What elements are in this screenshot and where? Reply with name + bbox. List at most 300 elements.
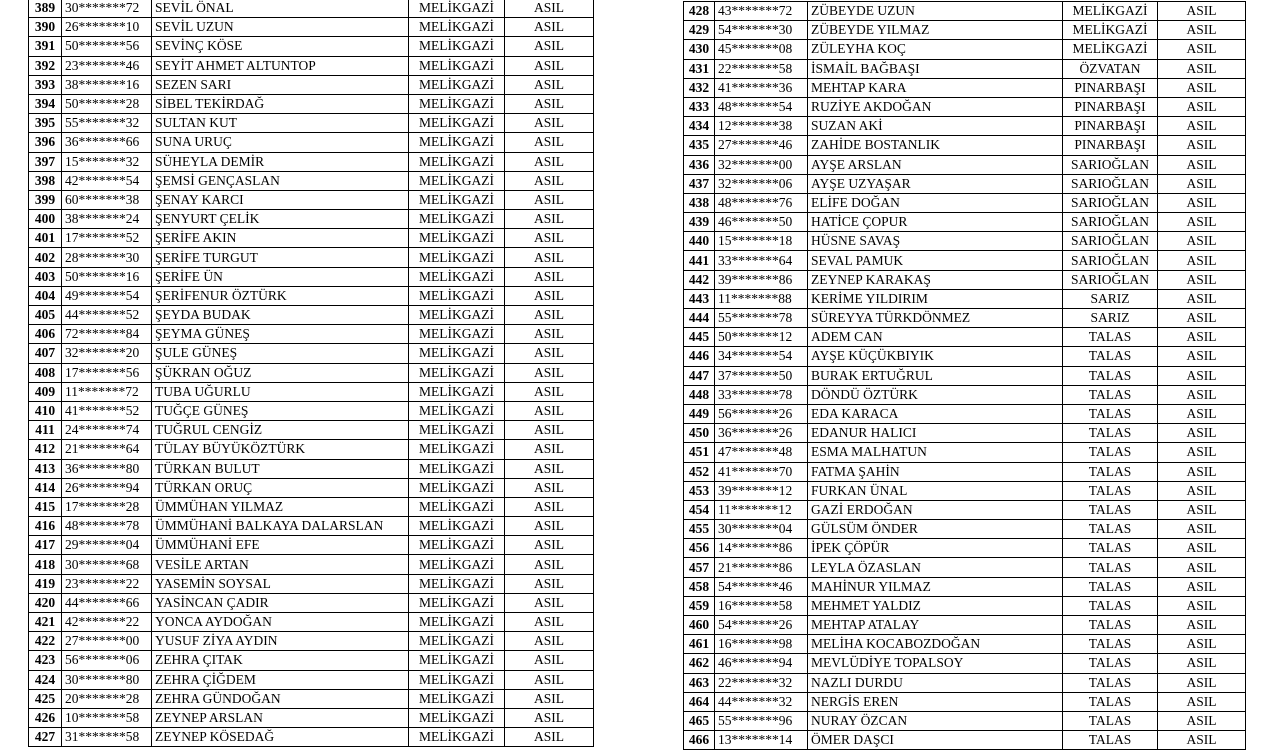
full-name-cell: ZÜLEYHA KOÇ: [808, 40, 1063, 59]
row-number-cell: 421: [29, 613, 62, 632]
left-roster-table: [28, 0, 594, 747]
full-name-cell: ŞEYMA GÜNEŞ: [152, 325, 409, 344]
masked-id-cell: 54*******46: [715, 577, 808, 596]
full-name-cell: SUNA URUÇ: [152, 133, 409, 152]
row-number-cell: 392: [29, 56, 62, 75]
full-name-cell: NAZLI DURDU: [808, 673, 1063, 692]
status-cell: ASIL: [1158, 731, 1246, 750]
table-row: [29, 478, 594, 497]
masked-id-cell: 36*******80: [62, 459, 152, 478]
row-number-cell: 394: [29, 94, 62, 113]
full-name-cell: AYŞE UZYAŞAR: [808, 174, 1063, 193]
row-number-cell: 444: [684, 309, 715, 328]
status-cell: ASIL: [505, 267, 594, 286]
masked-id-cell: 27*******46: [715, 136, 808, 155]
full-name-cell: ADEM CAN: [808, 328, 1063, 347]
full-name-cell: HÜSNE SAVAŞ: [808, 232, 1063, 251]
full-name-cell: ÜMMÜHANİ EFE: [152, 536, 409, 555]
masked-id-cell: 10*******58: [62, 708, 152, 727]
district-cell: MELİKGAZİ: [409, 536, 505, 555]
table-row: [29, 248, 594, 267]
table-row: [684, 673, 1246, 692]
masked-id-cell: 27*******00: [62, 632, 152, 651]
status-cell: ASIL: [1158, 424, 1246, 443]
masked-id-cell: 36*******66: [62, 133, 152, 152]
table-row: [29, 440, 594, 459]
row-number-cell: 437: [684, 174, 715, 193]
masked-id-cell: 14*******86: [715, 539, 808, 558]
table-row: [684, 500, 1246, 519]
row-number-cell: 407: [29, 344, 62, 363]
district-cell: MELİKGAZİ: [1063, 2, 1158, 21]
table-row: [684, 309, 1246, 328]
district-cell: MELİKGAZİ: [409, 0, 505, 18]
full-name-cell: ŞERİFE ÜN: [152, 267, 409, 286]
table-row: [684, 251, 1246, 270]
table-row: [29, 325, 594, 344]
full-name-cell: EDA KARACA: [808, 404, 1063, 423]
district-cell: ÖZVATAN: [1063, 59, 1158, 78]
status-cell: ASIL: [505, 344, 594, 363]
masked-id-cell: 41*******36: [715, 78, 808, 97]
row-number-cell: 441: [684, 251, 715, 270]
row-number-cell: 451: [684, 443, 715, 462]
full-name-cell: GÜLSÜM ÖNDER: [808, 520, 1063, 539]
status-cell: ASIL: [505, 286, 594, 305]
table-row: [29, 152, 594, 171]
masked-id-cell: 28*******30: [62, 248, 152, 267]
district-cell: TALAS: [1063, 731, 1158, 750]
masked-id-cell: 13*******14: [715, 731, 808, 750]
row-number-cell: 418: [29, 555, 62, 574]
status-cell: ASIL: [505, 114, 594, 133]
status-cell: ASIL: [505, 190, 594, 209]
table-row: [684, 558, 1246, 577]
masked-id-cell: 50*******12: [715, 328, 808, 347]
row-number-cell: 399: [29, 190, 62, 209]
status-cell: ASIL: [1158, 59, 1246, 78]
full-name-cell: ZÜBEYDE UZUN: [808, 2, 1063, 21]
table-row: [29, 689, 594, 708]
full-name-cell: ELİFE DOĞAN: [808, 193, 1063, 212]
masked-id-cell: 46*******50: [715, 213, 808, 232]
row-number-cell: 402: [29, 248, 62, 267]
row-number-cell: 408: [29, 363, 62, 382]
masked-id-cell: 37*******50: [715, 366, 808, 385]
district-cell: TALAS: [1063, 328, 1158, 347]
full-name-cell: MEVLÜDİYE TOPALSOY: [808, 654, 1063, 673]
masked-id-cell: 22*******58: [715, 59, 808, 78]
masked-id-cell: 32*******00: [715, 155, 808, 174]
table-row: [29, 190, 594, 209]
row-number-cell: 433: [684, 97, 715, 116]
status-cell: ASIL: [1158, 309, 1246, 328]
masked-id-cell: 41*******70: [715, 462, 808, 481]
masked-id-cell: 39*******12: [715, 481, 808, 500]
district-cell: MELİKGAZİ: [1063, 40, 1158, 59]
status-cell: ASIL: [505, 94, 594, 113]
table-row: [684, 654, 1246, 673]
full-name-cell: ŞERİFE TURGUT: [152, 248, 409, 267]
table-row: [684, 520, 1246, 539]
district-cell: MELİKGAZİ: [409, 94, 505, 113]
status-cell: ASIL: [1158, 251, 1246, 270]
row-number-cell: 410: [29, 401, 62, 420]
status-cell: ASIL: [505, 401, 594, 420]
status-cell: ASIL: [1158, 155, 1246, 174]
district-cell: SARIOĞLAN: [1063, 155, 1158, 174]
masked-id-cell: 11*******12: [715, 500, 808, 519]
row-number-cell: 413: [29, 459, 62, 478]
status-cell: ASIL: [505, 306, 594, 325]
masked-id-cell: 12*******38: [715, 117, 808, 136]
masked-id-cell: 72*******84: [62, 325, 152, 344]
table-row: [29, 536, 594, 555]
full-name-cell: MEHMET YALDIZ: [808, 596, 1063, 615]
table-row: [29, 593, 594, 612]
table-row: [29, 632, 594, 651]
row-number-cell: 423: [29, 651, 62, 670]
district-cell: TALAS: [1063, 616, 1158, 635]
masked-id-cell: 38*******24: [62, 210, 152, 229]
status-cell: ASIL: [505, 440, 594, 459]
status-cell: ASIL: [1158, 213, 1246, 232]
table-row: [684, 97, 1246, 116]
masked-id-cell: 33*******64: [715, 251, 808, 270]
table-row: [29, 37, 594, 56]
district-cell: PINARBAŞI: [1063, 117, 1158, 136]
district-cell: MELİKGAZİ: [409, 344, 505, 363]
table-row: [684, 232, 1246, 251]
row-number-cell: 440: [684, 232, 715, 251]
district-cell: MELİKGAZİ: [409, 229, 505, 248]
full-name-cell: MAHİNUR YILMAZ: [808, 577, 1063, 596]
full-name-cell: TÜRKAN BULUT: [152, 459, 409, 478]
row-number-cell: 435: [684, 136, 715, 155]
row-number-cell: 417: [29, 536, 62, 555]
district-cell: TALAS: [1063, 673, 1158, 692]
table-row: [684, 596, 1246, 615]
district-cell: MELİKGAZİ: [409, 497, 505, 516]
table-row: [684, 289, 1246, 308]
table-row: [29, 497, 594, 516]
status-cell: ASIL: [1158, 328, 1246, 347]
masked-id-cell: 16*******98: [715, 635, 808, 654]
district-cell: MELİKGAZİ: [409, 459, 505, 478]
full-name-cell: TUBA UĞURLU: [152, 382, 409, 401]
row-number-cell: 450: [684, 424, 715, 443]
row-number-cell: 411: [29, 421, 62, 440]
status-cell: ASIL: [505, 133, 594, 152]
row-number-cell: 449: [684, 404, 715, 423]
district-cell: TALAS: [1063, 404, 1158, 423]
district-cell: MELİKGAZİ: [409, 613, 505, 632]
district-cell: TALAS: [1063, 539, 1158, 558]
full-name-cell: SEVİL ÖNAL: [152, 0, 409, 18]
masked-id-cell: 31*******58: [62, 728, 152, 747]
full-name-cell: ZÜBEYDE YILMAZ: [808, 21, 1063, 40]
masked-id-cell: 36*******26: [715, 424, 808, 443]
full-name-cell: HATİCE ÇOPUR: [808, 213, 1063, 232]
full-name-cell: SUZAN AKİ: [808, 117, 1063, 136]
row-number-cell: 422: [29, 632, 62, 651]
full-name-cell: TÜLAY BÜYÜKÖZTÜRK: [152, 440, 409, 459]
status-cell: ASIL: [1158, 2, 1246, 21]
table-row: [29, 421, 594, 440]
masked-id-cell: 32*******20: [62, 344, 152, 363]
table-row: [684, 366, 1246, 385]
district-cell: SARIZ: [1063, 309, 1158, 328]
row-number-cell: 401: [29, 229, 62, 248]
table-row: [684, 577, 1246, 596]
full-name-cell: GAZİ ERDOĞAN: [808, 500, 1063, 519]
masked-id-cell: 34*******54: [715, 347, 808, 366]
full-name-cell: NERGİS EREN: [808, 692, 1063, 711]
table-row: [684, 136, 1246, 155]
masked-id-cell: 23*******22: [62, 574, 152, 593]
full-name-cell: TUĞRUL CENGİZ: [152, 421, 409, 440]
masked-id-cell: 60*******38: [62, 190, 152, 209]
row-number-cell: 430: [684, 40, 715, 59]
row-number-cell: 391: [29, 37, 62, 56]
table-row: [684, 616, 1246, 635]
masked-id-cell: 15*******18: [715, 232, 808, 251]
district-cell: SARIOĞLAN: [1063, 193, 1158, 212]
table-row: [684, 404, 1246, 423]
district-cell: TALAS: [1063, 462, 1158, 481]
full-name-cell: EDANUR HALICI: [808, 424, 1063, 443]
district-cell: SARIOĞLAN: [1063, 213, 1158, 232]
full-name-cell: FURKAN ÜNAL: [808, 481, 1063, 500]
table-row: [29, 171, 594, 190]
status-cell: ASIL: [505, 18, 594, 37]
masked-id-cell: 49*******54: [62, 286, 152, 305]
full-name-cell: ŞÜKRAN OĞUZ: [152, 363, 409, 382]
masked-id-cell: 56*******06: [62, 651, 152, 670]
full-name-cell: ŞENYURT ÇELİK: [152, 210, 409, 229]
status-cell: ASIL: [505, 325, 594, 344]
district-cell: MELİKGAZİ: [409, 708, 505, 727]
table-row: [684, 40, 1246, 59]
full-name-cell: SULTAN KUT: [152, 114, 409, 133]
district-cell: MELİKGAZİ: [409, 421, 505, 440]
full-name-cell: ŞERİFE AKIN: [152, 229, 409, 248]
table-row: [684, 174, 1246, 193]
status-cell: ASIL: [505, 0, 594, 18]
masked-id-cell: 30*******80: [62, 670, 152, 689]
table-row: [684, 193, 1246, 212]
full-name-cell: ZEYNEP ARSLAN: [152, 708, 409, 727]
row-number-cell: 445: [684, 328, 715, 347]
full-name-cell: ÜMMÜHANİ BALKAYA DALARSLAN: [152, 517, 409, 536]
row-number-cell: 438: [684, 193, 715, 212]
table-row: [684, 692, 1246, 711]
district-cell: MELİKGAZİ: [409, 325, 505, 344]
full-name-cell: RUZİYE AKDOĞAN: [808, 97, 1063, 116]
status-cell: ASIL: [1158, 462, 1246, 481]
row-number-cell: 420: [29, 593, 62, 612]
district-cell: TALAS: [1063, 654, 1158, 673]
masked-id-cell: 54*******26: [715, 616, 808, 635]
status-cell: ASIL: [1158, 539, 1246, 558]
table-row: [29, 401, 594, 420]
row-number-cell: 403: [29, 267, 62, 286]
full-name-cell: SEVİL UZUN: [152, 18, 409, 37]
status-cell: ASIL: [505, 229, 594, 248]
status-cell: ASIL: [505, 37, 594, 56]
status-cell: ASIL: [505, 728, 594, 747]
full-name-cell: ŞEMSİ GENÇASLAN: [152, 171, 409, 190]
district-cell: MELİKGAZİ: [409, 363, 505, 382]
row-number-cell: 390: [29, 18, 62, 37]
row-number-cell: 460: [684, 616, 715, 635]
district-cell: MELİKGAZİ: [409, 555, 505, 574]
row-number-cell: 439: [684, 213, 715, 232]
district-cell: TALAS: [1063, 635, 1158, 654]
district-cell: SARIOĞLAN: [1063, 174, 1158, 193]
full-name-cell: İSMAİL BAĞBAŞI: [808, 59, 1063, 78]
district-cell: MELİKGAZİ: [1063, 21, 1158, 40]
row-number-cell: 446: [684, 347, 715, 366]
status-cell: ASIL: [505, 574, 594, 593]
status-cell: ASIL: [1158, 366, 1246, 385]
row-number-cell: 442: [684, 270, 715, 289]
masked-id-cell: 21*******86: [715, 558, 808, 577]
masked-id-cell: 17*******28: [62, 497, 152, 516]
row-number-cell: 456: [684, 539, 715, 558]
status-cell: ASIL: [1158, 97, 1246, 116]
district-cell: MELİKGAZİ: [409, 210, 505, 229]
district-cell: MELİKGAZİ: [409, 574, 505, 593]
status-cell: ASIL: [1158, 193, 1246, 212]
masked-id-cell: 16*******58: [715, 596, 808, 615]
status-cell: ASIL: [505, 555, 594, 574]
district-cell: MELİKGAZİ: [409, 401, 505, 420]
masked-id-cell: 33*******78: [715, 385, 808, 404]
district-cell: TALAS: [1063, 711, 1158, 730]
full-name-cell: DÖNDÜ ÖZTÜRK: [808, 385, 1063, 404]
district-cell: MELİKGAZİ: [409, 114, 505, 133]
right-roster-table: [683, 1, 1246, 750]
district-cell: MELİKGAZİ: [409, 75, 505, 94]
status-cell: ASIL: [505, 56, 594, 75]
district-cell: MELİKGAZİ: [409, 651, 505, 670]
table-row: [684, 213, 1246, 232]
row-number-cell: 431: [684, 59, 715, 78]
status-cell: ASIL: [1158, 577, 1246, 596]
table-row: [29, 18, 594, 37]
table-row: [684, 2, 1246, 21]
masked-id-cell: 26*******10: [62, 18, 152, 37]
full-name-cell: ZAHİDE BOSTANLIK: [808, 136, 1063, 155]
masked-id-cell: 46*******94: [715, 654, 808, 673]
table-row: [29, 574, 594, 593]
full-name-cell: TUĞÇE GÜNEŞ: [152, 401, 409, 420]
row-number-cell: 427: [29, 728, 62, 747]
status-cell: ASIL: [1158, 385, 1246, 404]
masked-id-cell: 21*******64: [62, 440, 152, 459]
full-name-cell: SEVİNÇ KÖSE: [152, 37, 409, 56]
full-name-cell: KERİME YILDIRIM: [808, 289, 1063, 308]
district-cell: MELİKGAZİ: [409, 478, 505, 497]
status-cell: ASIL: [505, 651, 594, 670]
district-cell: PINARBAŞI: [1063, 78, 1158, 97]
masked-id-cell: 44*******66: [62, 593, 152, 612]
table-row: [684, 21, 1246, 40]
row-number-cell: 397: [29, 152, 62, 171]
row-number-cell: 464: [684, 692, 715, 711]
full-name-cell: YASEMİN SOYSAL: [152, 574, 409, 593]
table-row: [684, 328, 1246, 347]
full-name-cell: SEYİT AHMET ALTUNTOP: [152, 56, 409, 75]
row-number-cell: 389: [29, 0, 62, 18]
masked-id-cell: 44*******52: [62, 306, 152, 325]
row-number-cell: 405: [29, 306, 62, 325]
full-name-cell: ÖMER DAŞCI: [808, 731, 1063, 750]
district-cell: MELİKGAZİ: [409, 306, 505, 325]
status-cell: ASIL: [505, 613, 594, 632]
row-number-cell: 454: [684, 500, 715, 519]
status-cell: ASIL: [1158, 21, 1246, 40]
status-cell: ASIL: [1158, 347, 1246, 366]
district-cell: TALAS: [1063, 481, 1158, 500]
district-cell: SARIOĞLAN: [1063, 232, 1158, 251]
full-name-cell: ZEHRA ÇITAK: [152, 651, 409, 670]
status-cell: ASIL: [1158, 270, 1246, 289]
table-row: [29, 555, 594, 574]
masked-id-cell: 48*******54: [715, 97, 808, 116]
full-name-cell: MEHTAP KARA: [808, 78, 1063, 97]
full-name-cell: ÜMMÜHAN YILMAZ: [152, 497, 409, 516]
full-name-cell: ZEHRA GÜNDOĞAN: [152, 689, 409, 708]
table-row: [684, 481, 1246, 500]
masked-id-cell: 55*******96: [715, 711, 808, 730]
status-cell: ASIL: [1158, 558, 1246, 577]
row-number-cell: 412: [29, 440, 62, 459]
masked-id-cell: 30*******72: [62, 0, 152, 18]
full-name-cell: YUSUF ZİYA AYDIN: [152, 632, 409, 651]
row-number-cell: 428: [684, 2, 715, 21]
masked-id-cell: 45*******08: [715, 40, 808, 59]
district-cell: MELİKGAZİ: [409, 171, 505, 190]
district-cell: MELİKGAZİ: [409, 632, 505, 651]
full-name-cell: ŞENAY KARCI: [152, 190, 409, 209]
district-cell: MELİKGAZİ: [409, 18, 505, 37]
left-roster-body: [29, 0, 594, 747]
status-cell: ASIL: [1158, 117, 1246, 136]
table-row: [684, 462, 1246, 481]
status-cell: ASIL: [1158, 78, 1246, 97]
full-name-cell: FATMA ŞAHİN: [808, 462, 1063, 481]
masked-id-cell: 17*******56: [62, 363, 152, 382]
status-cell: ASIL: [1158, 500, 1246, 519]
status-cell: ASIL: [505, 497, 594, 516]
status-cell: ASIL: [505, 670, 594, 689]
district-cell: MELİKGAZİ: [409, 593, 505, 612]
district-cell: MELİKGAZİ: [409, 152, 505, 171]
status-cell: ASIL: [505, 459, 594, 478]
status-cell: ASIL: [505, 536, 594, 555]
masked-id-cell: 43*******72: [715, 2, 808, 21]
full-name-cell: ŞERİFENUR ÖZTÜRK: [152, 286, 409, 305]
table-row: [29, 670, 594, 689]
status-cell: ASIL: [505, 363, 594, 382]
masked-id-cell: 32*******06: [715, 174, 808, 193]
district-cell: SARIZ: [1063, 289, 1158, 308]
row-number-cell: 459: [684, 596, 715, 615]
masked-id-cell: 54*******30: [715, 21, 808, 40]
full-name-cell: SÜHEYLA DEMİR: [152, 152, 409, 171]
